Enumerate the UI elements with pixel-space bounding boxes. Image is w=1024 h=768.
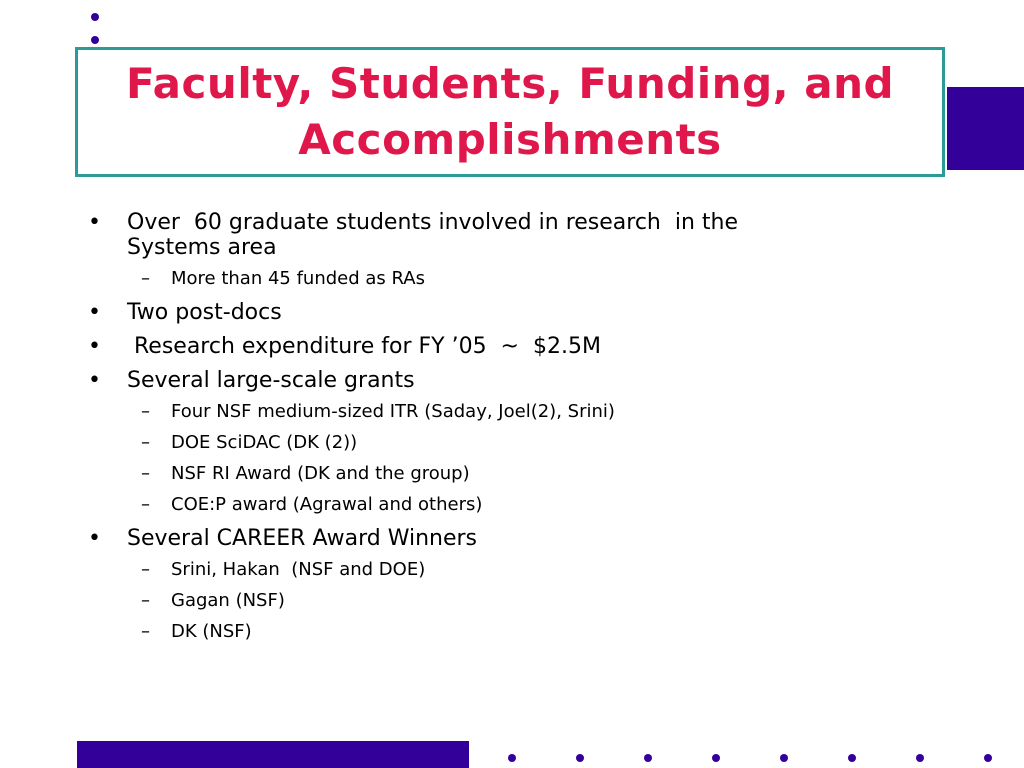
bullet-item (88, 210, 988, 291)
decorative-dot-top (91, 13, 99, 21)
sub-bullet-text: NSF RI Award (DK and the group) (171, 463, 470, 484)
bullet-item (88, 334, 988, 359)
sub-bullet-item (127, 558, 988, 582)
dash-icon: – (141, 621, 150, 642)
decorative-bottom-bar (77, 741, 469, 768)
bullet-icon: • (88, 334, 101, 359)
decorative-dot-bottom (576, 754, 584, 762)
sub-bullet-text: DOE SciDAC (DK (2)) (171, 432, 358, 453)
sub-bullet-item (127, 462, 988, 486)
decorative-dot-top (91, 36, 99, 44)
dash-icon: – (141, 590, 150, 611)
sub-bullet-text: More than 45 funded as RAs (171, 268, 425, 289)
decorative-dot-bottom (712, 754, 720, 762)
decorative-dot-bottom (916, 754, 924, 762)
slide-title-line: Faculty, Students, Funding, and (125, 59, 895, 108)
title-box (75, 47, 945, 177)
sub-bullet-list (127, 400, 988, 517)
decorative-dot-bottom (508, 754, 516, 762)
sub-bullet-text: Srini, Hakan (NSF and DOE) (171, 559, 426, 580)
bullet-list (88, 210, 988, 653)
bullet-icon: • (88, 526, 101, 551)
sub-bullet-text: COE:P award (Agrawal and others) (171, 494, 483, 515)
bullet-text: Several CAREER Award Winners (127, 526, 478, 551)
sub-bullet-item (127, 400, 988, 424)
bullet-text: Two post-docs (127, 300, 282, 325)
dash-icon: – (141, 463, 150, 484)
bullet-icon: • (88, 300, 101, 325)
dash-icon: – (141, 494, 150, 515)
sub-bullet-text: Gagan (NSF) (171, 590, 285, 611)
sub-bullet-list (127, 558, 988, 644)
bullet-text: Over 60 graduate students involved in research in the (127, 210, 739, 235)
dash-icon: – (141, 559, 150, 580)
bullet-icon: • (88, 368, 101, 393)
sub-bullet-item (127, 493, 988, 517)
decorative-dot-bottom (848, 754, 856, 762)
bullet-text: Systems area (127, 235, 277, 260)
slide-title (126, 56, 894, 168)
decorative-side-bar (947, 87, 1024, 170)
bullet-text: Several large-scale grants (127, 368, 415, 393)
sub-bullet-item (127, 431, 988, 455)
dash-icon: – (141, 401, 150, 422)
sub-bullet-text: Four NSF medium-sized ITR (Saday, Joel(2), Srini) (171, 401, 615, 422)
sub-bullet-list (127, 267, 988, 291)
bullet-text: Research expenditure for FY ’05 ~ $2.5M (127, 334, 601, 359)
slide-title-line: Accomplishments (298, 115, 722, 164)
bullet-item (88, 300, 988, 325)
decorative-dot-bottom (780, 754, 788, 762)
sub-bullet-item (127, 267, 988, 291)
bullet-item (88, 368, 988, 517)
sub-bullet-item (127, 589, 988, 613)
dash-icon: – (141, 432, 150, 453)
bullet-item (88, 526, 988, 644)
decorative-dot-bottom (644, 754, 652, 762)
bullet-icon: • (88, 210, 101, 235)
decorative-dot-bottom (984, 754, 992, 762)
sub-bullet-item (127, 620, 988, 644)
sub-bullet-text: DK (NSF) (171, 621, 252, 642)
dash-icon: – (141, 268, 150, 289)
